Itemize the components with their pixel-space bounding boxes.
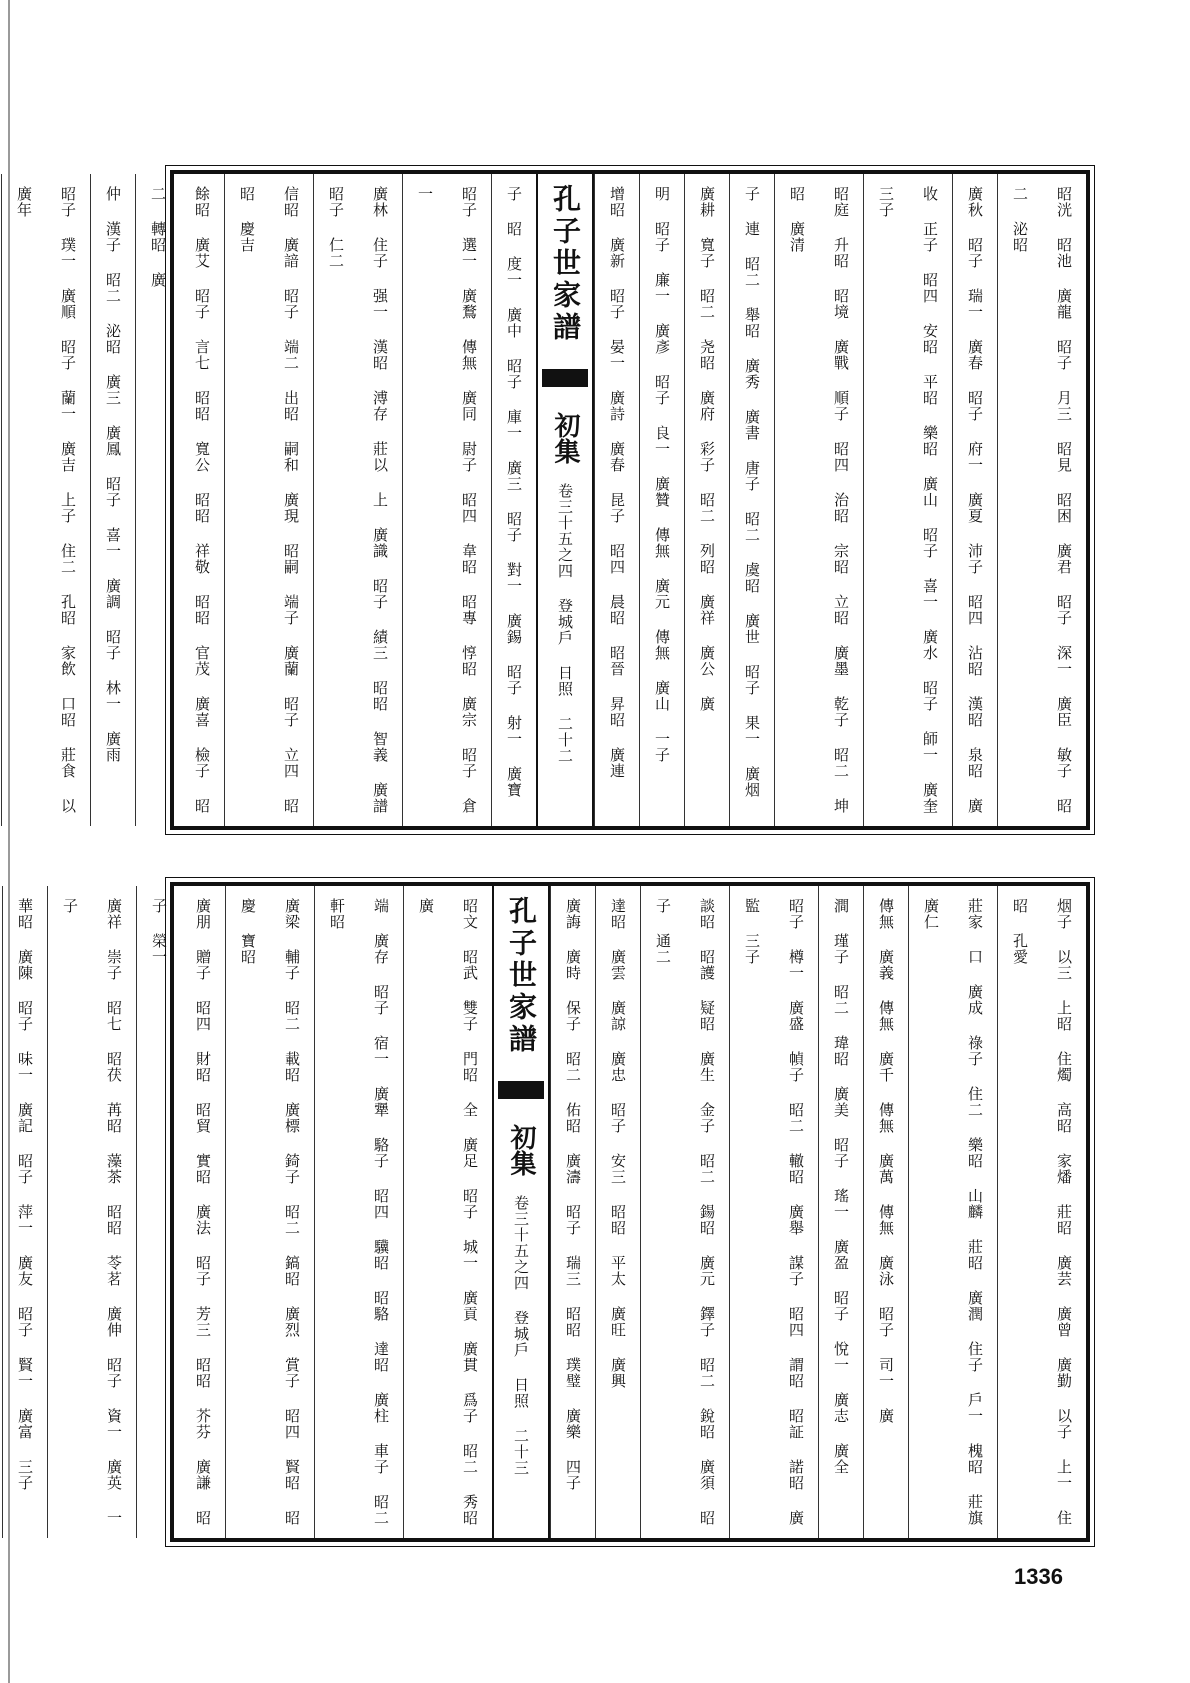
entry-text: 增昭 廣新 昭子 晏一 廣詩 廣春 昆子 昭四 晨昭 昭晉 昇昭 廣連 [608,186,626,779]
top-col-r2 [952,174,997,826]
top-col-l7 [1,174,90,826]
bottom-col-r6 [640,886,729,1538]
top-col-r5 [729,174,774,826]
entry-text: 昭庭 升昭 昭境 廣戰 順子 昭四 治昭 宗昭 立昭 廣墨 乾子 昭二 坤昭 廣清 [788,186,850,814]
top-col-l6 [90,174,135,826]
top-col-r7 [639,174,684,826]
entry-text: 廣祥 崇子 昭七 昭茯 苒昭 藻茶 昭昭 苓茗 廣伸 昭子 資一 廣英 一子 [61,898,123,1526]
entry-text: 廣耕 寬子 昭二 尧昭 廣府 彩子 昭二 列昭 廣祥 廣公 廣 [698,186,716,712]
entry-text: 烟子 以三 上昭 住燭 高昭 家燔 莊昭 廣芸 廣曾 廣勤 以子 上一 住昭 孔愛 [1011,898,1073,1526]
top-book-title-column [536,174,594,826]
entry-text: 廣朋 贈子 昭四 財昭 昭貿 實昭 廣法 昭子 芳三 昭昭 芥芬 廣謙 昭子 榮一 [150,898,212,1526]
entry-text: 廣林 住子 强一 漢昭 溥存 莊以 上 廣識 昭子 績三 昭昭 智義 廣譜 昭子 仁二 [327,186,389,814]
entry-text: 收 正子 昭四 安昭 平昭 樂昭 廣山 昭子 喜一 廣水 昭子 師一 廣奎 三子 [877,186,939,814]
fishtail-mark [542,369,588,387]
entry-text: 傳無 廣義 傳無 廣千 傳無 廣萬 傳無 廣泳 昭子 司一 廣 [877,898,895,1424]
book-title: 孔子世家譜 [549,184,582,344]
bottom-genealogy-panel [16,882,1090,1542]
fishtail-mark [498,1081,544,1099]
bottom-col-r1 [997,886,1086,1538]
top-col-r3 [863,174,952,826]
bottom-col-r2 [908,886,997,1538]
bottom-col-r4 [818,886,863,1538]
top-col-r1 [997,174,1086,826]
volume-line: 卷三十五之四 登城戶 日照 二十三 [512,1195,530,1476]
bottom-col-l1 [403,886,492,1538]
entry-text: 澗 瑾子 昭二 瑋昭 廣美 昭子 瑤一 廣盈 昭子 悅一 廣志 廣全 [832,898,850,1475]
entry-text: 子 昭 度一 廣中 昭子 庫一 廣三 昭子 對一 廣錫 昭子 射一 廣寶 [505,186,523,798]
book-title: 孔子世家譜 [505,896,538,1056]
entry-text: 達昭 廣雲 廣諒 廣忠 昭子 安三 昭昭 平太 廣旺 廣興 [609,898,627,1389]
entry-text: 廣誨 廣時 保子 昭二 佑昭 廣濤 昭子 瑞三 昭昭 璞璧 廣樂 四子 [564,898,582,1491]
entry-text: 廣梁 輔子 昭二 載昭 廣標 錡子 昭二 鎬昭 廣烈 賞子 昭四 賢昭 昭慶 寶昭 [239,898,301,1526]
bottom-col-l3 [225,886,314,1538]
entry-text: 廣秋 昭子 瑞一 廣春 昭子 府一 廣夏 沛子 昭四 沾昭 漢昭 泉昭 廣 [966,186,984,814]
top-col-r8 [594,174,639,826]
entry-text: 昭子 璞一 廣順 昭子 蘭一 廣吉 上子 住二 孔昭 家飲 口昭 莊食 以 廣年 [15,186,77,814]
entry-text: 昭子 樽一 廣盛 幀子 昭二 轍昭 廣舉 謀子 昭四 謂昭 昭証 諾昭 廣監 三子 [743,898,805,1526]
top-col-l3 [313,174,402,826]
bottom-book-title-column [492,886,550,1538]
bottom-col-r5 [729,886,818,1538]
entry-text: 子 連 昭二 舉昭 廣秀 廣書 唐子 昭二 虞昭 廣世 昭子 果一 廣烟 [743,186,761,798]
page-number: 1336 [1014,1564,1063,1589]
bottom-col-r7 [595,886,640,1538]
entry-text: 昭子 選一 廣鶩 傳無 廣同 尉子 昭四 韋昭 昭專 惇昭 廣宗 昭子 倉一 [416,186,478,814]
bottom-col-l6 [2,886,47,1538]
bottom-col-l2 [314,886,403,1538]
edition-label: 初集 [550,412,580,464]
entry-text: 華昭 廣陳 昭子 味一 廣記 昭子 萍一 廣友 昭子 賢一 廣富 三子 [16,898,34,1491]
entry-text: 談昭 昭護 疑昭 廣生 金子 昭二 鍚昭 廣元 鐸子 昭二 銳昭 廣須 昭子 通二 [654,898,716,1526]
entry-text: 明 昭子 廉一 廣彥 昭子 良一 廣贊 傳無 廣元 傳無 廣山 一子 [653,186,671,763]
bottom-col-r3 [863,886,908,1538]
edition-label: 初集 [506,1124,536,1176]
top-col-r6 [684,174,729,826]
entry-text: 昭文 昭武 雙子 門昭 全 廣足 昭子 城一 廣貢 廣貫 爲子 昭二 秀昭 廣 [417,898,479,1526]
entry-text: 仲 漢子 昭二 泌昭 廣三 廣鳳 昭子 喜一 廣調 昭子 林一 廣雨 [104,186,122,763]
top-col-l5 [135,174,224,826]
top-col-l4 [224,174,313,826]
entry-text: 昭洸 昭池 廣龍 昭子 月三 昭見 昭困 廣君 昭子 深一 廣臣 敏子 昭二 泌昭 [1011,186,1073,814]
entry-text: 端 廣存 昭子 宿一 廣犟 駱子 昭四 驥昭 昭駱 達昭 廣柱 車子 昭二 軒昭 [328,898,390,1526]
entry-text: 莊家 口 廣成 祿子 住二 樂昭 山麟 莊昭 廣潤 住子 戶一 槐昭 莊旗 廣仁 [922,898,984,1526]
bottom-col-l4 [136,886,225,1538]
top-col-l2 [402,174,491,826]
top-col-l1 [491,174,536,826]
bottom-col-l5 [47,886,136,1538]
top-genealogy-panel [15,170,1090,830]
bottom-col-r8 [550,886,595,1538]
entry-text: 信昭 廣諳 昭子 端二 出昭 嗣和 廣現 昭嗣 端子 廣蘭 昭子 立四 昭昭 慶吉 [238,186,300,814]
volume-line: 卷三十五之四 登城戶 日照 二十二 [556,483,574,764]
entry-text: 餘昭 廣艾 昭子 言七 昭昭 寬公 昭昭 祥敬 昭昭 官茂 廣喜 檢子 昭二 轉昭 廣 [149,186,211,814]
top-col-r4 [774,174,863,826]
